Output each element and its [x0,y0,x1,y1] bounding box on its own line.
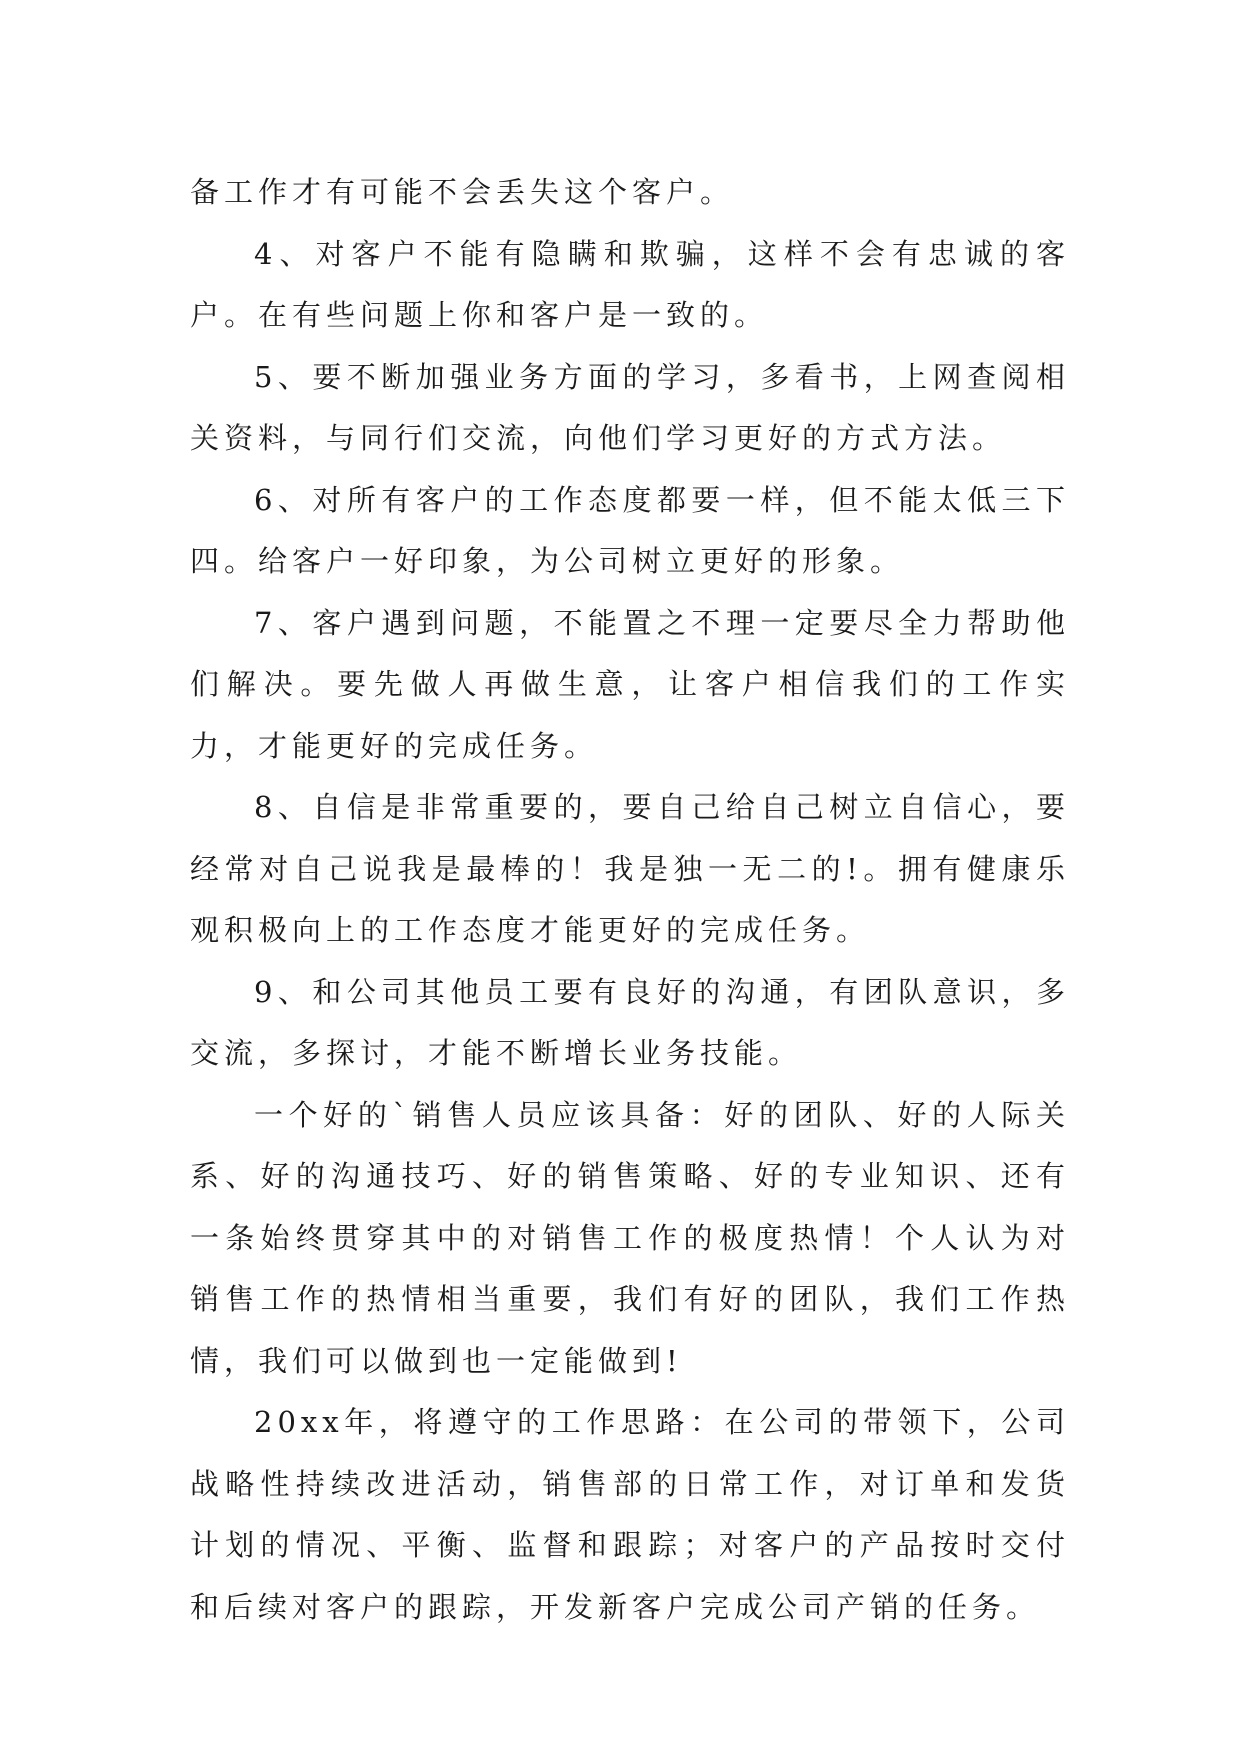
paragraph-salesperson-qualities: 一个好的`销售人员应该具备：好的团队、好的人际关系、好的沟通技巧、好的销售策略、好的专业知识、还有一条始终贯穿其中的对销售工作的极度热情！个人认为对销售工作的热情相当重要，我们有好的团队，我们工作热情，我们可以做到也一定能做到! [190,1097,1070,1378]
paragraph-item-6: 6、对所有客户的工作态度都要一样，但不能太低三下四。给客户一好印象，为公司树立更好的形象。 [190,482,1070,578]
paragraph-item-9: 9、和公司其他员工要有良好的沟通，有团队意识，多交流，多探讨，才能不断增长业务技能。 [190,974,1070,1070]
paragraph-work-plan: 20xx年，将遵守的工作思路：在公司的带领下，公司战略性持续改进活动，销售部的日常工作，对订单和发货计划的情况、平衡、监督和跟踪；对客户的产品按时交付和后续对客户的跟踪，开发新客户完成公司产销的任务。 [190,1405,1070,1624]
paragraph-item-7: 7、客户遇到问题，不能置之不理一定要尽全力帮助他们解决。要先做人再做生意，让客户相信我们的工作实力，才能更好的完成任务。 [190,605,1070,763]
paragraph-item-4: 4、对客户不能有隐瞒和欺骗，这样不会有忠诚的客户。在有些问题上你和客户是一致的。 [190,236,1070,332]
document-body [190,162,1070,1638]
paragraph-item-5: 5、要不断加强业务方面的学习，多看书，上网查阅相关资料，与同行们交流，向他们学习更好的方式方法。 [190,359,1070,455]
paragraph-continuation: 备工作才有可能不会丢失这个客户。 [190,175,735,209]
paragraph-item-8: 8、自信是非常重要的，要自己给自己树立自信心，要经常对自己说我是最棒的！我是独一无二的!。拥有健康乐观积极向上的工作态度才能更好的完成任务。 [190,790,1070,947]
